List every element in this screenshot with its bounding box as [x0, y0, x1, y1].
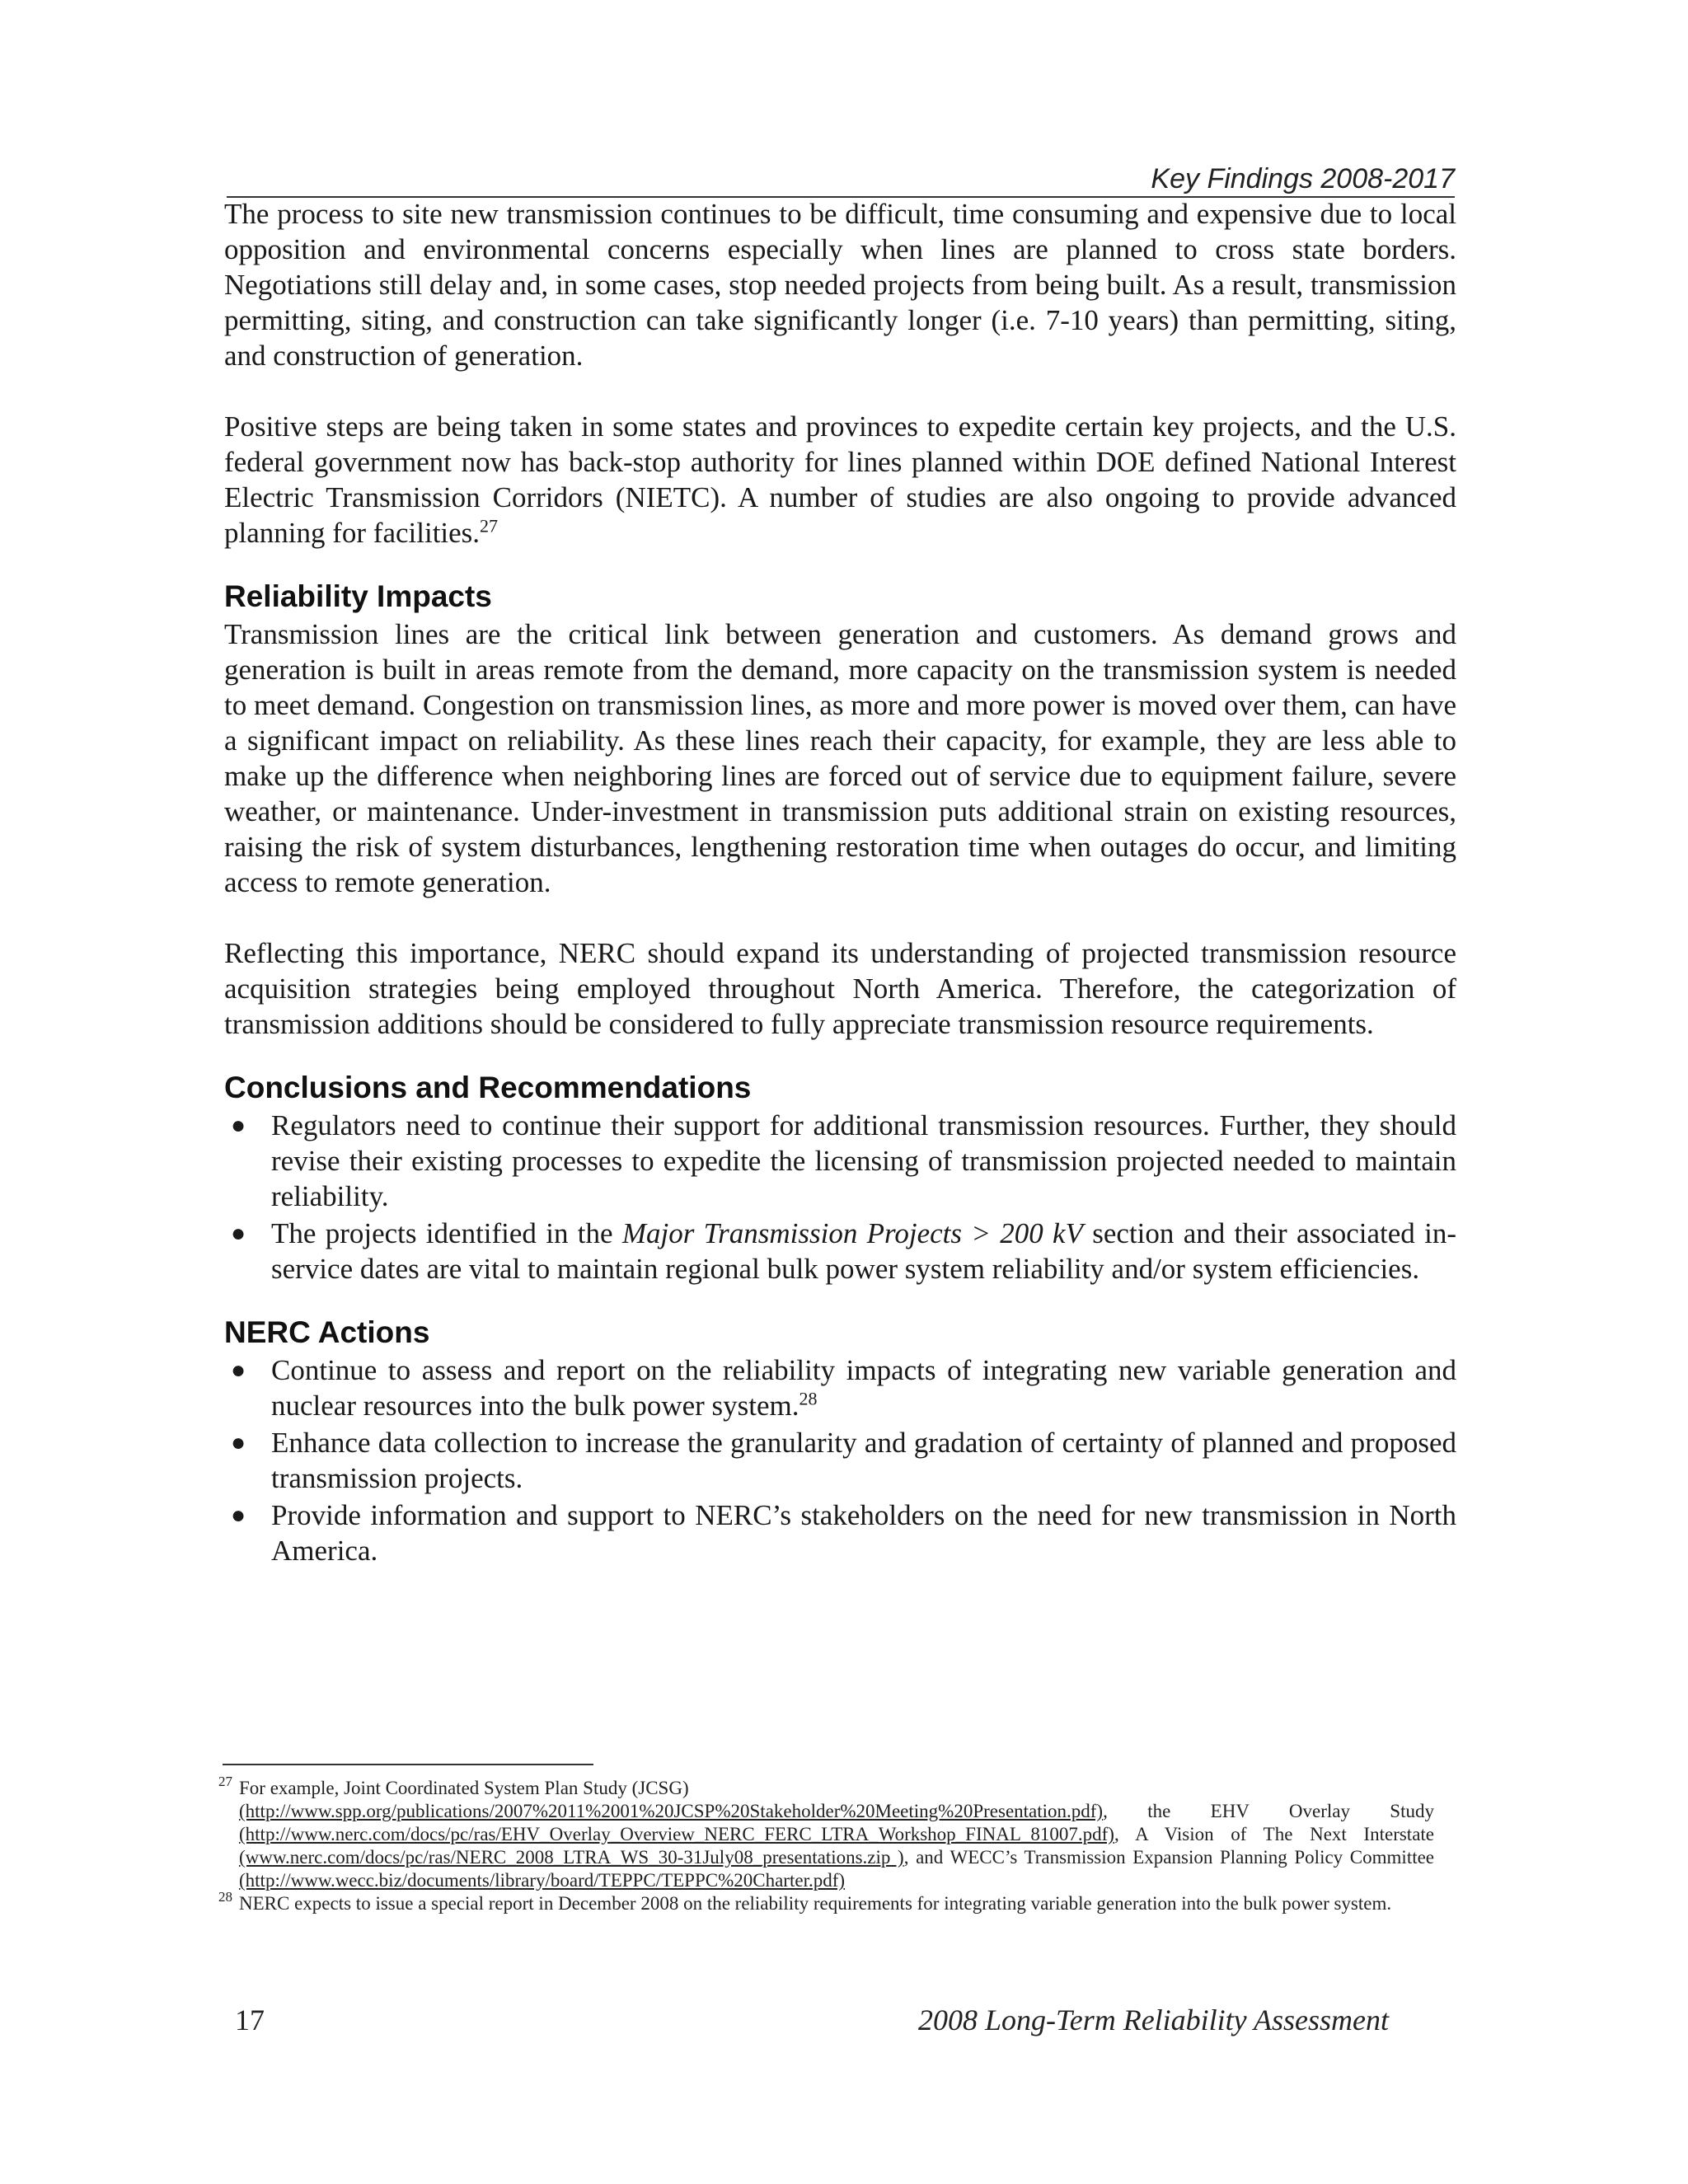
conclusion-item-projects-pre: The projects identified in the [271, 1217, 622, 1249]
footnote-text: , A Vision of The Next Interstate [1114, 1824, 1434, 1844]
footnote-rule [223, 1764, 593, 1765]
footnote-27: 27 For example, Joint Coordinated System Plan Study (JCSG) (http://www.spp.org/publications/2007%2011%2001%20JCSP%20Stakeholder%20Meeting%20Presentation.pdf), the EHV Overlay Study (http://www.nerc.com/docs/pc/ras/EHV_Overlay_Overview_NERC_FERC_LTRA_Workshop_FINAL_81007.pdf), A Vision of The Next Interstate (www.nerc.com/docs/pc/ras/NERC_2008_LTRA_WS_30-31July08_presentations.zip ), and WECC’s Transmission Expansion Planning Policy Committee (http://www.wecc.biz/documents/library/board/TEPPC/TEPPC%20Charter.pdf) [218, 1774, 1435, 1891]
paragraph-siting: The process to site new transmission continues to be difficult, time consuming and expensive due to local opposition and environmental concerns especially when lines are planned to cross state borders. Negotiations still delay and, in some cases, stop needed projects from being built. As a result, transmission permitting, siting, and construction can take significantly longer (i.e. 7-10 years) than permitting, siting, and construction of generation. [224, 198, 1456, 372]
action-item-data-collection: Enhance data collection to increase the granularity and gradation of certainty of planned and proposed transmission projects. [271, 1427, 1456, 1494]
conclusion-item-projects-title: Major Transmission Projects > 200 kV [621, 1217, 1083, 1249]
conclusions-list [224, 1108, 1456, 1286]
list-item [224, 1216, 1456, 1286]
paragraph-transmission-lines: Transmission lines are the critical link between generation and customers. As demand grows and generation is built in areas remote from the demand, more capacity on the transmission system is needed to meet demand. Congestion on transmission lines, as more and more power is moved over them, can have a significant impact on reliability. As these lines reach their capacity, for example, they are less able to make up the difference when neighboring lines are forced out of service due to equipment failure, severe weather, or maintenance. Under-investment in transmission puts additional strain on existing resources, raising the risk of system disturbances, lengthening restoration time when outages do occur, and limiting access to remote generation. [224, 618, 1456, 898]
action-item-provide-information: Provide information and support to NERC’s stakeholders on the need for new transmission in North America. [271, 1499, 1456, 1567]
footnote-28: 28 NERC expects to issue a special report in December 2008 on the reliability requirements for integrating variable generation into the bulk power system. [218, 1889, 1392, 1914]
footnote-ref-27[interactable]: 27 [480, 515, 499, 537]
running-head: Key Findings 2008-2017 [1151, 163, 1455, 194]
heading-reliability-impacts: Reliability Impacts [224, 579, 492, 613]
heading-nerc-actions: NERC Actions [224, 1315, 430, 1349]
actions-list [224, 1352, 1456, 1568]
footnote-ref-28[interactable]: 28 [799, 1388, 818, 1409]
footer-title: 2008 Long-Term Reliability Assessment [917, 2004, 1389, 2036]
list-item [224, 1108, 1456, 1214]
link-next-interstate[interactable]: (www.nerc.com/docs/pc/ras/NERC_2008_LTRA_WS_30-31July08_presentations.zip ) [239, 1847, 904, 1868]
bullet-icon: ● [231, 1429, 246, 1456]
bullet-icon: ● [231, 1112, 246, 1139]
bullet-icon: ● [231, 1220, 246, 1247]
bullet-icon: ● [231, 1502, 246, 1529]
paragraph-reflecting-importance: Reflecting this importance, NERC should expand its understanding of projected transmission resource acquisition strategies being employed throughout North America. Therefore, the categorization of transmission additions should be considered to fully appreciate transmission resource requirements. [224, 937, 1456, 1040]
list-item [224, 1352, 1456, 1423]
link-wecc-teppc[interactable]: (http://www.wecc.biz/documents/library/board/TEPPC/TEPPC%20Charter.pdf) [239, 1870, 846, 1891]
footnote-text: NERC expects to issue a special report in December 2008 on the reliability requirements for integrating variable generation into the bulk power system. [239, 1893, 1392, 1914]
heading-conclusions: Conclusions and Recommendations [224, 1071, 752, 1104]
paragraph-positive-steps-text: Positive steps are being taken in some states and provinces to expedite certain key projects, and the U.S. federal government now has back-stop authority for lines planned within DOE defined National Interest Electric Transmission Corridors (NIETC). A number of studies are also ongoing to provide advanced planning for facilities. [224, 410, 1456, 549]
main-content [224, 196, 1456, 1568]
footnotes [218, 1774, 1435, 1915]
link-jcsp[interactable]: (http://www.spp.org/publications/2007%2011%2001%20JCSP%20Stakeholder%20Meeting%20Presentation.pdf) [239, 1801, 1104, 1821]
list-item [224, 1425, 1456, 1496]
list-item [224, 1497, 1456, 1568]
paragraph-positive-steps [224, 409, 1456, 551]
link-ehv-overlay[interactable]: (http://www.nerc.com/docs/pc/ras/EHV_Overlay_Overview_NERC_FERC_LTRA_Workshop_FINAL_81007.pdf) [239, 1824, 1114, 1844]
conclusion-item-projects-post: section and their associated in-service dates are vital to maintain regional bulk power system reliability and/or system efficiencies. [271, 1217, 1456, 1285]
action-item-assess: Continue to assess and report on the reliability impacts of integrating new variable generation and nuclear resources into the bulk power system. [271, 1354, 1456, 1422]
footnote-text: , the EHV Overlay Study [1103, 1801, 1434, 1821]
footnote-text: , and WECC’s Transmission Expansion Planning Policy Committee [903, 1847, 1435, 1868]
conclusion-item-regulators: Regulators need to continue their support for additional transmission resources. Further, they should revise their existing processes to expedite the licensing of transmission projected needed to maintain reliability. [271, 1109, 1456, 1212]
bullet-icon: ● [231, 1357, 246, 1384]
page-number: 17 [235, 2004, 265, 2036]
footnote-text: For example, Joint Coordinated System Plan Study (JCSG) [239, 1778, 689, 1798]
